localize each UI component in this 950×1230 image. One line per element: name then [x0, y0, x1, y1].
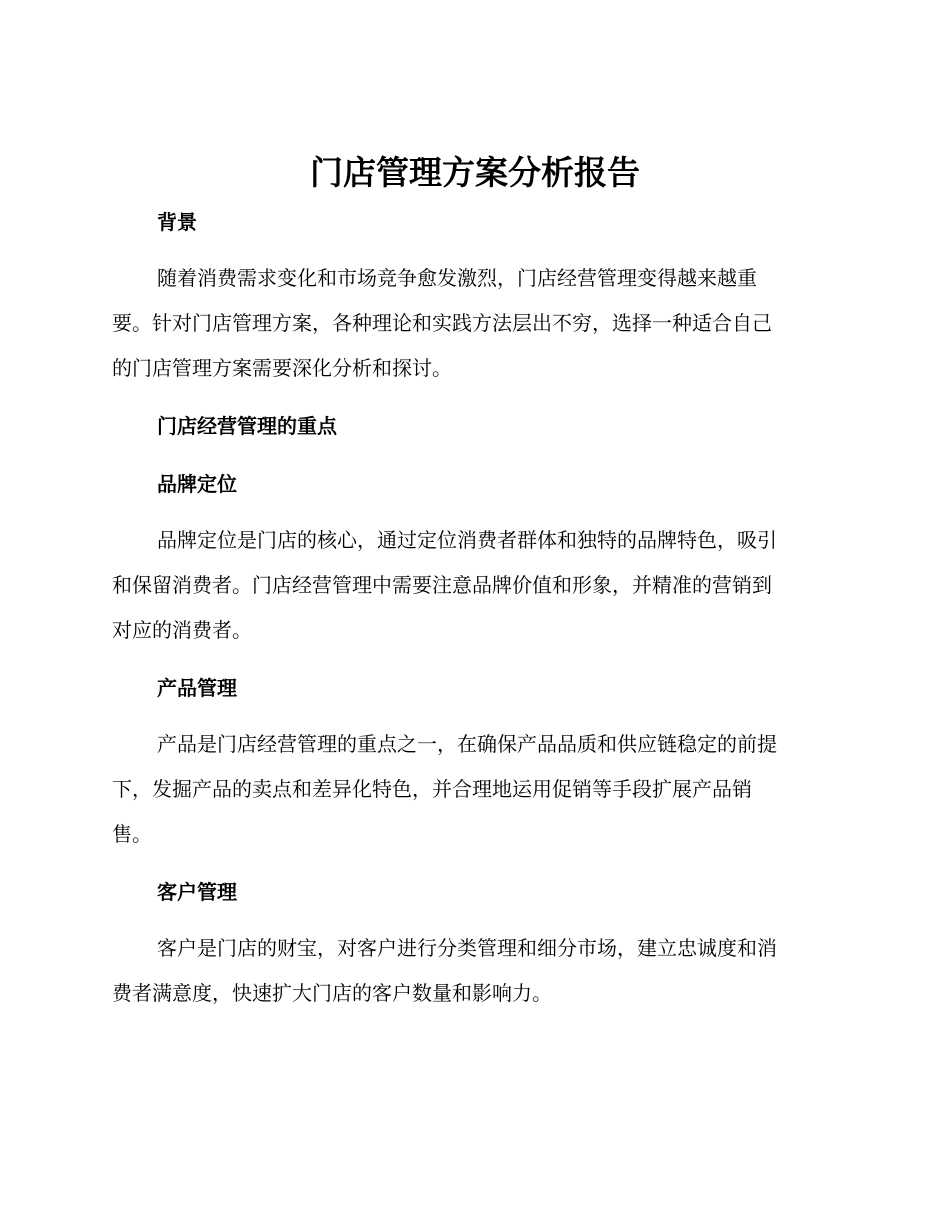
document-title: 门店管理方案分析报告: [310, 153, 640, 192]
paragraph-line: 品牌定位是门店的核心，通过定位消费者群体和独特的品牌特色，吸引: [157, 528, 777, 552]
paragraph-background: [112, 256, 832, 391]
paragraph-line: 下，发掘产品的卖点和差异化特色，并合理地运用促销等手段扩展产品销: [112, 777, 752, 801]
section-heading-product: 产品管理: [157, 676, 237, 700]
paragraph-brand: [112, 518, 832, 653]
section-heading-brand: 品牌定位: [157, 472, 237, 496]
paragraph-line: 产品是门店经营管理的重点之一，在确保产品品质和供应链稳定的前提: [157, 732, 777, 756]
paragraph-line: 售。: [112, 822, 152, 846]
paragraph-product: [112, 722, 832, 857]
section-heading-background: 背景: [157, 210, 197, 234]
section-heading-focus: 门店经营管理的重点: [157, 414, 337, 438]
paragraph-customer: [112, 926, 832, 1016]
paragraph-line: 随着消费需求变化和市场竞争愈发激烈，门店经营管理变得越来越重: [157, 266, 757, 290]
paragraph-line: 和保留消费者。门店经营管理中需要注意品牌价值和形象，并精准的营销到: [112, 573, 772, 597]
paragraph-line: 要。针对门店管理方案，各种理论和实践方法层出不穷，选择一种适合自己: [112, 311, 772, 335]
paragraph-line: 客户是门店的财宝，对客户进行分类管理和细分市场，建立忠诚度和消: [157, 936, 777, 960]
paragraph-line: 对应的消费者。: [112, 618, 252, 642]
paragraph-line: 费者满意度，快速扩大门店的客户数量和影响力。: [112, 981, 552, 1005]
section-heading-customer: 客户管理: [157, 880, 237, 904]
paragraph-line: 的门店管理方案需要深化分析和探讨。: [112, 356, 452, 380]
